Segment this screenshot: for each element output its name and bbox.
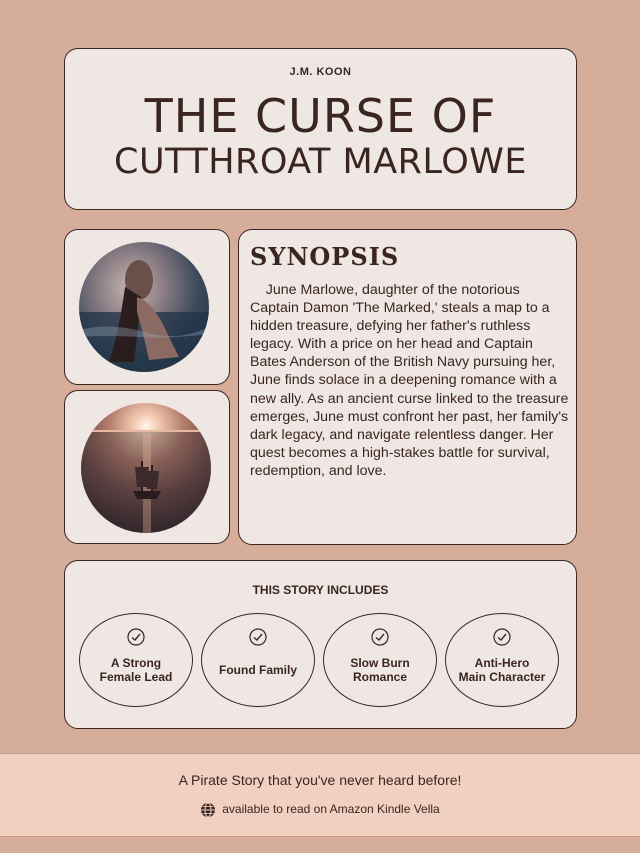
image-card-ship [64, 390, 230, 544]
book-title-line-1: THE CURSE OF [144, 89, 497, 143]
ship-at-sunset-photo [81, 403, 211, 533]
feature-found-family [201, 613, 315, 707]
check-circle-icon [493, 628, 511, 646]
availability-text: available to read on Amazon Kindle Vella [222, 802, 440, 817]
woman-in-water-photo [79, 242, 209, 372]
tagline: A Pirate Story that you've never heard before! [178, 772, 462, 788]
feature-label-line-1: A Strong [110, 656, 162, 670]
feature-label-line-2: Romance [352, 670, 408, 684]
check-circle-icon [127, 628, 145, 646]
availability-line[interactable] [0, 802, 640, 818]
globe-icon [200, 802, 216, 818]
synopsis-body: June Marlowe, daughter of the notorious Captain Damon 'The Marked,' steals a map to a hidden treasure, defying her father's ruthless legacy. With a price on her head and Captain Bates Anderson of the British Navy pursuing her, June finds solace in a deepening romance with a new ally. As an ancient curse linked to the treasure emerges, June must confront her past, her family's dark legacy, and navigate relentless danger. Her quest becomes a high-stakes battle for survival, redemption, and love. [250, 282, 569, 479]
feature-label-line-1: Slow Burn [350, 656, 410, 670]
synopsis-text [250, 281, 570, 480]
synopsis-card [238, 229, 577, 545]
feature-strong-female-lead [79, 613, 193, 707]
synopsis-heading: SYNOPSIS [250, 242, 400, 271]
feature-label-line-1: Found Family [219, 663, 297, 677]
footer-band [0, 753, 640, 837]
feature-label-line-2: Main Character [458, 670, 546, 684]
feature-label-line-1: Anti-Hero [474, 656, 530, 670]
includes-heading: THIS STORY INCLUDES [252, 583, 389, 597]
book-title-line-2: CUTTHROAT MARLOWE [114, 142, 527, 182]
author-name: J.M. KOON [289, 66, 352, 78]
feature-label-line-2: Female Lead [99, 670, 173, 684]
check-circle-icon [371, 628, 389, 646]
image-card-woman [64, 229, 230, 385]
check-circle-icon [249, 628, 267, 646]
feature-slow-burn-romance [323, 613, 437, 707]
feature-anti-hero [445, 613, 559, 707]
story-includes-card [64, 560, 577, 729]
title-card [64, 48, 577, 210]
